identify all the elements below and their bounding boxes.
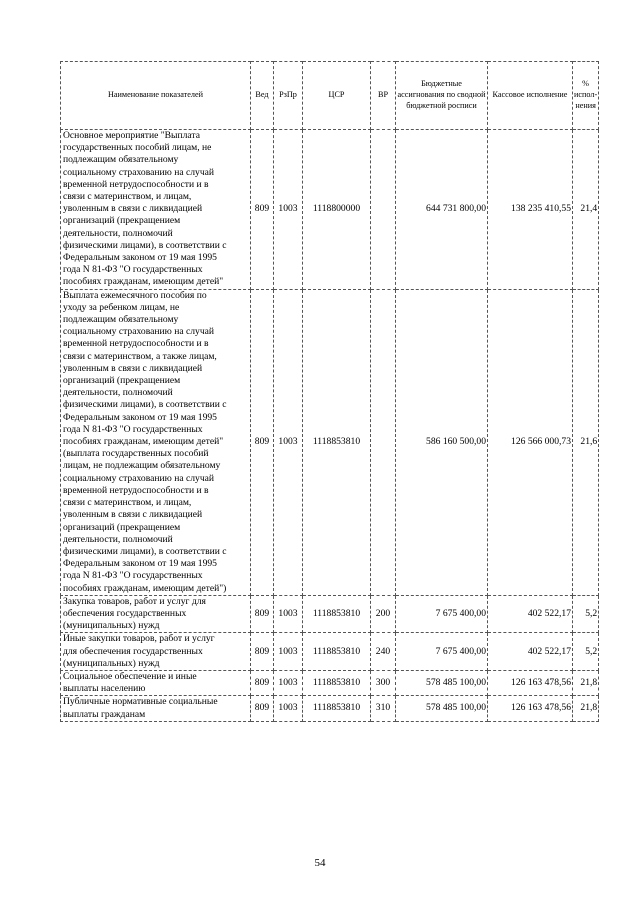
row-rzpr: 1003 (274, 130, 303, 290)
row-cash: 402 522,17 (488, 595, 573, 633)
row-csr: 1118853810 (303, 289, 371, 595)
row-ved: 809 (251, 130, 274, 290)
page-number: 54 (314, 857, 326, 869)
row-rzpr: 1003 (274, 289, 303, 595)
table-row (61, 289, 599, 595)
row-ved: 809 (251, 633, 274, 671)
row-vr: 200 (371, 595, 396, 633)
table-row (61, 595, 599, 633)
row-vr: 300 (371, 670, 396, 695)
row-cash: 126 163 478,56 (488, 670, 573, 695)
table-row (61, 130, 599, 290)
row-cash: 402 522,17 (488, 633, 573, 671)
table-row (61, 696, 599, 721)
header-name: Наименование показателей (61, 62, 251, 130)
row-rzpr: 1003 (274, 670, 303, 695)
row-csr: 1118853810 (303, 696, 371, 721)
row-rzpr: 1003 (274, 595, 303, 633)
row-pct: 21,6 (573, 289, 599, 595)
row-budget: 586 160 500,00 (396, 289, 488, 595)
header-csr: ЦСР (303, 62, 371, 130)
row-cash: 126 566 000,73 (488, 289, 573, 595)
header-row (61, 62, 599, 130)
header-vr: ВР (371, 62, 396, 130)
row-pct: 5,2 (573, 595, 599, 633)
row-csr: 1118800000 (303, 130, 371, 290)
header-budget: Бюджетные ассигнования по сводной бюджетной росписи (396, 62, 488, 130)
row-budget: 578 485 100,00 (396, 670, 488, 695)
row-name: Выплата ежемесячного пособия по уходу за ребенком лицам, не подлежащим обязательному социальному страхованию на случай временной нетрудоспособности и в связи с материнством, а также лицам, уволенным в связи с ликвидацией организаций (прекращением деятельности, полномочий физическими лицами), в соответствии с Федеральным законом от 19 мая 1995 года N 81-ФЗ "О государственных пособиях гражданам, имеющим детей" (выплата государственных пособий лицам, не подлежащим обязательному социальному страхованию на случай временной нетрудоспособности и в связи с материнством, и лицам, уволенным в связи с ликвидацией организаций (прекращением деятельности, полномочий физическими лицами), в соответствии с Федеральным законом от 19 мая 1995 года N 81-ФЗ "О государственных пособиях гражданам, имеющим детей") (61, 289, 251, 595)
row-rzpr: 1003 (274, 696, 303, 721)
row-vr (371, 289, 396, 595)
table-row (61, 670, 599, 695)
row-vr (371, 130, 396, 290)
header-ved: Вед (251, 62, 274, 130)
row-name: Социальное обеспечение и иные выплаты населению (61, 670, 251, 695)
row-budget: 644 731 800,00 (396, 130, 488, 290)
row-csr: 1118853810 (303, 670, 371, 695)
row-pct: 21,8 (573, 696, 599, 721)
row-csr: 1118853810 (303, 633, 371, 671)
row-cash: 138 235 410,55 (488, 130, 573, 290)
header-cash: Кассовое исполнение (488, 62, 573, 130)
row-name: Основное мероприятие "Выплата государственных пособий лицам, не подлежащим обязательному социальному страхованию на случай временной нетрудоспособности и в связи с материнством, и лицам, уволенным в связи с ликвидацией организаций (прекращением деятельности, полномочий физическими лицами), в соответствии с Федеральным законом от 19 мая 1995 года N 81-ФЗ "О государственных пособиях гражданам, имеющим детей" (61, 130, 251, 290)
row-rzpr: 1003 (274, 633, 303, 671)
table-row (61, 633, 599, 671)
row-ved: 809 (251, 595, 274, 633)
row-ved: 809 (251, 696, 274, 721)
row-budget: 578 485 100,00 (396, 696, 488, 721)
row-cash: 126 163 478,56 (488, 696, 573, 721)
row-vr: 240 (371, 633, 396, 671)
row-budget: 7 675 400,00 (396, 595, 488, 633)
budget-execution-table (60, 61, 599, 722)
row-ved: 809 (251, 670, 274, 695)
row-pct: 5,2 (573, 633, 599, 671)
row-name: Публичные нормативные социальные выплаты гражданам (61, 696, 251, 721)
row-ved: 809 (251, 289, 274, 595)
row-csr: 1118853810 (303, 595, 371, 633)
row-vr: 310 (371, 696, 396, 721)
row-name: Иные закупки товаров, работ и услуг для обеспечения государственных (муниципальных) нужд (61, 633, 251, 671)
header-pct: % испол-нения (573, 62, 599, 130)
row-pct: 21,8 (573, 670, 599, 695)
row-pct: 21,4 (573, 130, 599, 290)
header-rzpr: РзПр (274, 62, 303, 130)
row-budget: 7 675 400,00 (396, 633, 488, 671)
row-name: Закупка товаров, работ и услуг для обеспечения государственных (муниципальных) нужд (61, 595, 251, 633)
